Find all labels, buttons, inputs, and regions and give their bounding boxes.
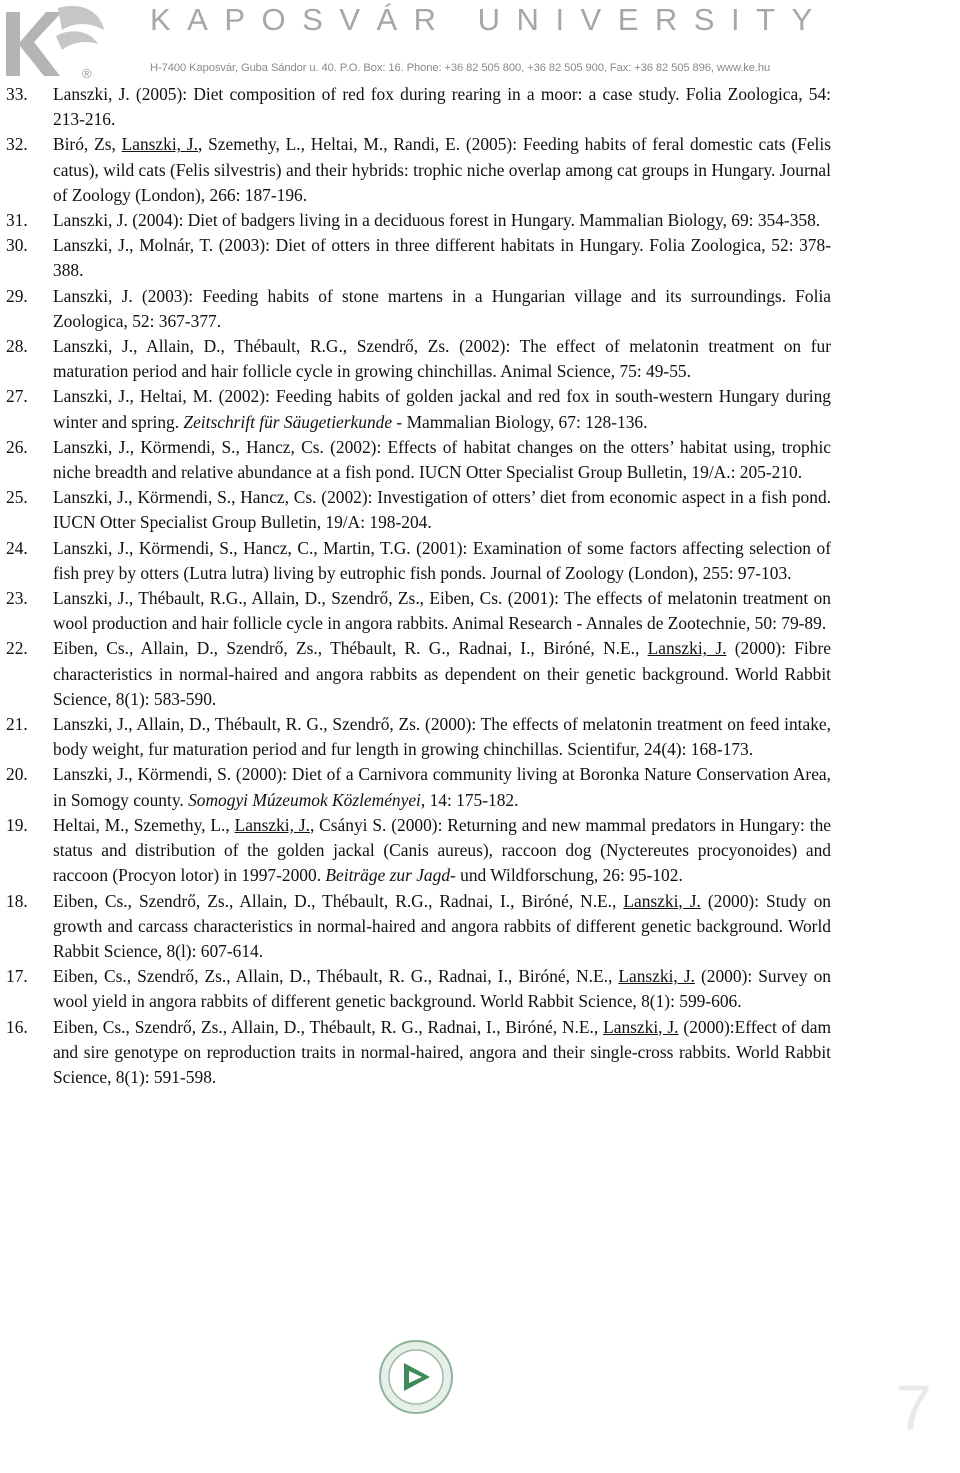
reference-item [0, 1015, 960, 1091]
reference-item [0, 536, 960, 586]
reference-number: 19. [6, 814, 28, 835]
reference-item [0, 233, 960, 283]
reference-item [0, 762, 960, 812]
reference-text: Lanszki, J., Allain, D., Thébault, R. G., Szendrő, Zs. (2000): The effects of melatonin treatment on feed intake, body weight, fur maturation period and fur length in growing chinchillas. Scientifur, 24(4): 168-173. [53, 714, 831, 760]
reference-number: 16. [6, 1016, 28, 1037]
reference-item [0, 485, 960, 535]
reference-item [0, 636, 960, 712]
reference-text: Lanszki, J. (2003): Feeding habits of stone martens in a Hungarian village and its surroundings. Folia Zoologica, 52: 367-377. [53, 285, 831, 331]
reference-number: 21. [6, 714, 28, 735]
reference-text: Eiben, Cs., Szendrő, Zs., Allain, D., Thébault, R. G., Radnai, I., Biróné, N.E., [53, 1016, 604, 1037]
reference-text: Eiben, Cs., Allain, D., Szendrő, Zs., Thébault, R. G., Radnai, I., Biróné, N.E., [53, 638, 648, 659]
reference-text: Eiben, Cs., Szendrő, Zs., Allain, D., Thébault, R.G., Radnai, I., Biróné, N.E., [53, 890, 624, 911]
registered-mark: ® [82, 66, 92, 81]
reference-number: 29. [6, 285, 28, 306]
reference-text: (2000): Survey on wool yield in angora rabbits of different genetic background. World Rabbit Science, 8(1): 599-606. [53, 966, 831, 1012]
publication-list [0, 82, 960, 1090]
reference-text: Lanszki, J., Körmendi, S., Hancz, C., Martin, T.G. (2001): Examination of some factors affecting selection of fish prey by otters (Lutra lutra) living by eutrophic fish ponds. Journal of Zoology (London), 255: 97-103. [53, 537, 831, 583]
reference-text: Lanszki, J., Körmendi, S., Hancz, Cs. (2002): Investigation of otters’ diet from economic aspect in a fish pond. IUCN Otter Specialist Group Bulletin, 19/A: 198-204. [53, 487, 831, 533]
journal-title: Beiträge zur Jagd [325, 865, 451, 886]
page-header [0, 0, 960, 84]
reference-number: 31. [6, 210, 28, 231]
reference-item [0, 82, 960, 132]
reference-text: - und Wildforschung, 26: 95-102. [450, 865, 683, 886]
author-highlight: Lanszki, J. [121, 134, 198, 155]
reference-item [0, 889, 960, 965]
reference-item [0, 813, 960, 889]
journal-title: Zeitschrift für Säugetierkunde [183, 411, 393, 432]
reference-item [0, 208, 960, 233]
reference-item [0, 586, 960, 636]
reference-text: - Mammalian Biology, 67: 128-136. [392, 411, 648, 432]
page-number: 7 [896, 1372, 932, 1444]
reference-text: Lanszki, J., Molnár, T. (2003): Diet of otters in three different habitats in Hungary. Folia Zoologica, 52: 378-388. [53, 235, 831, 281]
reference-number: 30. [6, 235, 28, 256]
iso-certification-seal-icon [378, 1339, 454, 1415]
reference-text: Lanszki, J. (2004): Diet of badgers living in a deciduous forest in Hungary. Mammalian Biology, 69: 354-358. [53, 210, 821, 231]
author-highlight: Lanszki, J. [234, 814, 310, 835]
reference-text: Lanszki, J., Thébault, R.G., Allain, D., Szendrő, Zs., Eiben, Cs. (2001): The effects of melatonin treatment on wool production and hair follicle cycle in angora rabbits. Animal Research - Annales de Zootechnie, 50: 79-89. [53, 588, 831, 634]
author-highlight: Lanszki, J. [647, 638, 727, 659]
reference-text: Lanszki, J., Heltai, M. (2002): Feeding habits of golden jackal and red fox in south-western Hungary during winter and spring. [53, 386, 831, 432]
reference-item [0, 284, 960, 334]
reference-item [0, 334, 960, 384]
reference-number: 20. [6, 764, 28, 785]
reference-number: 23. [6, 588, 28, 609]
reference-text: (2000): Fibre characteristics in normal-haired and angora rabbits as dependent on their genetic background. World Rabbit Science, 8(1): 583-590. [53, 638, 831, 709]
reference-text: (2000):Effect of dam and sire genotype on reproduction traits in normal-haired, angora and their single-cross rabbits. World Rabbit Science, 8(1): 591-598. [53, 1016, 831, 1087]
author-highlight: Lanszki, J. [623, 890, 701, 911]
university-address: H-7400 Kaposvár, Guba Sándor u. 40. P.O. Box: 16. Phone: +36 82 505 800, +36 82 505 900, Fax: +36 82 505 896, www.ke.hu [150, 62, 771, 74]
author-highlight: Lanszki, J. [618, 966, 695, 987]
journal-title: Somogyi Múzeumok Közleményei [188, 789, 421, 810]
reference-item [0, 964, 960, 1014]
reference-text: Heltai, M., Szemethy, L., [53, 814, 235, 835]
reference-text: Lanszki, J., Körmendi, S. (2000): Diet of a Carnivora community living at Boronka Nature Conservation Area, in Somogy county. [53, 764, 831, 810]
reference-text: Lanszki, J. (2005): Diet composition of red fox during rearing in a moor: a case study. Folia Zoologica, 54: 213-216. [53, 84, 831, 130]
reference-number: 18. [6, 890, 28, 911]
reference-item [0, 712, 960, 762]
reference-number: 25. [6, 487, 28, 508]
reference-text: , Csányi S. (2000): Returning and new mammal predators in Hungary: the status and distribution of the golden jackal (Canis aureus), raccoon dog (Nyctereutes procyonoides) and raccoon (Procyon lotor) in 1997-2000. [53, 814, 831, 886]
reference-number: 24. [6, 537, 28, 558]
reference-item [0, 435, 960, 485]
reference-number: 27. [6, 386, 28, 407]
reference-item [0, 132, 960, 208]
reference-number: 32. [6, 134, 28, 155]
reference-number: 17. [6, 966, 28, 987]
reference-item [0, 384, 960, 434]
reference-number: 22. [6, 638, 28, 659]
reference-text: , Szemethy, L., Heltai, M., Randi, E. (2005): Feeding habits of feral domestic cats (Felis catus), wild cats (Felis silvestris) and their hybrids: trophic niche overlap among cat groups in Hungary. Journal of Zoology (London), 266: 187-196. [53, 134, 831, 205]
reference-text: Lanszki, J., Körmendi, S., Hancz, Cs. (2002): Effects of habitat changes on the otters’ habitat using, trophic niche breadth and relative abundance at a fish pond. IUCN Otter Specialist Group Bulletin, 19/A.: 205-210. [53, 436, 831, 483]
reference-text: Eiben, Cs., Szendrő, Zs., Allain, D., Thébault, R. G., Radnai, I., Biróné, N.E., [53, 966, 619, 987]
reference-text: Lanszki, J., Allain, D., Thébault, R.G., Szendrő, Zs. (2002): The effect of melatonin treatment on fur maturation period and hair follicle cycle in growing chinchillas. Animal Science, 75: 49-55. [53, 336, 831, 382]
reference-number: 33. [6, 84, 28, 104]
university-logo-icon [0, 0, 112, 84]
reference-text: , 14: 175-182. [420, 789, 519, 810]
reference-number: 28. [6, 336, 28, 357]
reference-number: 26. [6, 436, 28, 457]
reference-text: (2000): Study on growth and carcass characteristics in normal-haired and angora rabbits of different genetic background. World Rabbit Science, 8(l): 607-614. [53, 890, 831, 961]
author-highlight: Lanszki, J. [603, 1016, 679, 1037]
university-name: KAPOSVÁR UNIVERSITY [150, 2, 829, 37]
reference-text: Biró, Zs, [53, 134, 122, 155]
